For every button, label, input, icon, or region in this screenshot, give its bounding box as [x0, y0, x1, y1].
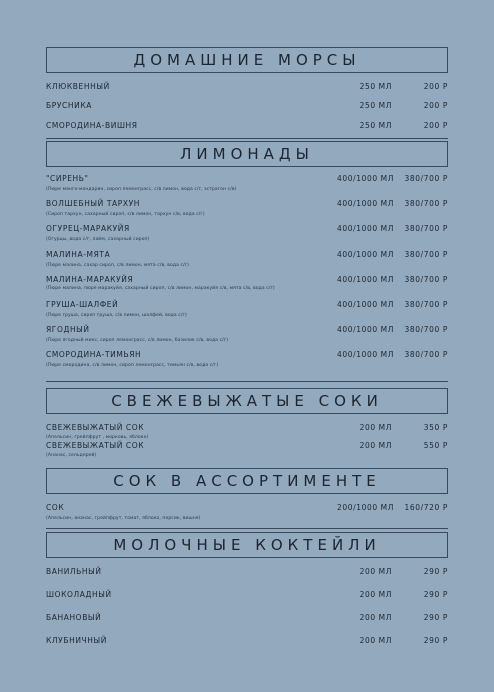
- item-name: ВАНИЛЬНЫЙ: [46, 567, 102, 576]
- divider: [46, 528, 448, 529]
- item-price: 380/700 Р: [404, 224, 448, 233]
- section-title: СВЕЖЕВЫЖАТЫЕ СОКИ: [111, 392, 383, 410]
- item-volume: 400/1000 МЛ: [336, 174, 394, 183]
- section-header-lemonades: [46, 141, 448, 167]
- item-description: (Пюре ягодный микс, сироп лемонграсс, с/в лимон, базилик с/в, вода с/г): [46, 338, 229, 343]
- menu-item: [46, 250, 448, 262]
- item-price: 200 Р: [423, 121, 448, 130]
- item-description: (Пюре манго-мандарин, сироп лемонграсс, с/в лимон, вода с/г, эстрагон с/в): [46, 187, 237, 192]
- item-name: СОК: [46, 503, 65, 512]
- item-description: (Пюре малина, сахар сироп, с/в лимон, мята с/в, вода с/г): [46, 263, 190, 268]
- section-header-juice: [46, 468, 448, 494]
- item-name: СМОРОДИНА-ТИМЬЯН: [46, 350, 142, 359]
- item-volume: 200 МЛ: [359, 441, 392, 450]
- item-volume: 400/1000 МЛ: [336, 224, 394, 233]
- item-description: (Пюре смородина, с/в лимон, сироп лемонграсс, тимьян с/в, вода с/г): [46, 363, 219, 368]
- item-volume: 400/1000 МЛ: [336, 300, 394, 309]
- section-title: СОК В АССОРТИМЕНТЕ: [113, 472, 381, 490]
- section-header-shakes: [46, 532, 448, 558]
- item-description: (Апельсин, грейпфрут , морковь, яблоко): [46, 435, 149, 440]
- menu-item: [46, 174, 448, 186]
- item-description: (Сироп тархун, сахарный сироп, с/в лимон, тархун с/в, вода с/г): [46, 212, 205, 217]
- menu-item: [46, 613, 448, 625]
- item-name: ВОЛШЕБНЫЙ ТАРХУН: [46, 199, 141, 208]
- item-description: (Огурцы, вода с/г, лайм, сахарный сироп): [46, 237, 150, 242]
- item-volume: 250 МЛ: [359, 82, 392, 91]
- item-name: ЯГОДНЫЙ: [46, 325, 90, 334]
- item-volume: 400/1000 МЛ: [336, 275, 394, 284]
- menu-item: [46, 350, 448, 362]
- section-title: ДОМАШНИЕ МОРСЫ: [133, 51, 361, 69]
- divider: [46, 138, 448, 139]
- item-volume: 400/1000 МЛ: [336, 250, 394, 259]
- divider: [46, 381, 448, 382]
- section-title: МОЛОЧНЫЕ КОКТЕЙЛИ: [113, 536, 381, 554]
- item-name: СМОРОДИНА-ВИШНЯ: [46, 121, 138, 130]
- item-name: ШОКОЛАДНЫЙ: [46, 590, 112, 599]
- menu-item: [46, 636, 448, 648]
- item-price: 380/700 Р: [404, 325, 448, 334]
- item-price: 200 Р: [423, 82, 448, 91]
- section-header-fresh: [46, 388, 448, 414]
- item-price: 290 Р: [423, 636, 448, 645]
- menu-item: [46, 101, 448, 113]
- item-volume: 200/1000 МЛ: [336, 503, 394, 512]
- item-description: (Пюре груша, сироп груша, с/в лимон, шалфей, вода с/г): [46, 313, 187, 318]
- section-title: ЛИМОНАДЫ: [180, 145, 314, 163]
- item-name: КЛЮКВЕННЫЙ: [46, 82, 110, 91]
- item-name: БРУСНИКА: [46, 101, 92, 110]
- item-volume: 250 МЛ: [359, 101, 392, 110]
- menu-item: [46, 503, 448, 515]
- item-name: БАНАНОВЫЙ: [46, 613, 102, 622]
- item-price: 380/700 Р: [404, 275, 448, 284]
- item-price: 550 Р: [423, 441, 448, 450]
- item-name: МАЛИНА-МЯТА: [46, 250, 111, 259]
- menu-item: [46, 82, 448, 94]
- item-price: 290 Р: [423, 613, 448, 622]
- item-price: 200 Р: [423, 101, 448, 110]
- menu-item: [46, 224, 448, 236]
- section-header-mors: [46, 47, 448, 73]
- item-name: "СИРЕНЬ": [46, 174, 89, 183]
- item-name: ГРУША-ШАЛФЕЙ: [46, 300, 119, 309]
- item-name: СВЕЖЕВЫЖАТЫЙ СОК: [46, 441, 145, 450]
- item-volume: 200 МЛ: [359, 423, 392, 432]
- item-price: 380/700 Р: [404, 199, 448, 208]
- menu-item: [46, 590, 448, 602]
- item-price: 290 Р: [423, 567, 448, 576]
- item-description: (Апельсин, ананас, грейпфрут, томат, яблоко, персик, вишня): [46, 516, 201, 521]
- item-volume: 400/1000 МЛ: [336, 350, 394, 359]
- item-volume: 400/1000 МЛ: [336, 199, 394, 208]
- menu-item: [46, 325, 448, 337]
- item-price: 380/700 Р: [404, 350, 448, 359]
- item-price: 380/700 Р: [404, 250, 448, 259]
- item-price: 380/700 Р: [404, 174, 448, 183]
- item-price: 380/700 Р: [404, 300, 448, 309]
- item-name: МАЛИНА-МАРАКУЙЯ: [46, 275, 134, 284]
- item-volume: 200 МЛ: [359, 613, 392, 622]
- item-volume: 200 МЛ: [359, 636, 392, 645]
- menu-item: [46, 567, 448, 579]
- item-volume: 200 МЛ: [359, 567, 392, 576]
- item-volume: 250 МЛ: [359, 121, 392, 130]
- item-name: СВЕЖЕВЫЖАТЫЙ СОК: [46, 423, 145, 432]
- item-name: ОГУРЕЦ-МАРАКУЙЯ: [46, 224, 130, 233]
- item-price: 290 Р: [423, 590, 448, 599]
- menu-item: [46, 423, 448, 435]
- menu-item: [46, 199, 448, 211]
- item-volume: 400/1000 МЛ: [336, 325, 394, 334]
- item-price: 160/720 Р: [404, 503, 448, 512]
- item-description: (Пюре малина, пюре маракуйя, сахарный сироп, с/в лимон, маракуйя с/в, мята с/в, вода с/г): [46, 286, 275, 291]
- item-volume: 200 МЛ: [359, 590, 392, 599]
- item-price: 350 Р: [423, 423, 448, 432]
- item-description: (Ананас, сельдерей): [46, 453, 97, 458]
- menu-item: [46, 300, 448, 312]
- menu-item: [46, 441, 448, 453]
- item-name: КЛУБНИЧНЫЙ: [46, 636, 107, 645]
- menu-item: [46, 121, 448, 133]
